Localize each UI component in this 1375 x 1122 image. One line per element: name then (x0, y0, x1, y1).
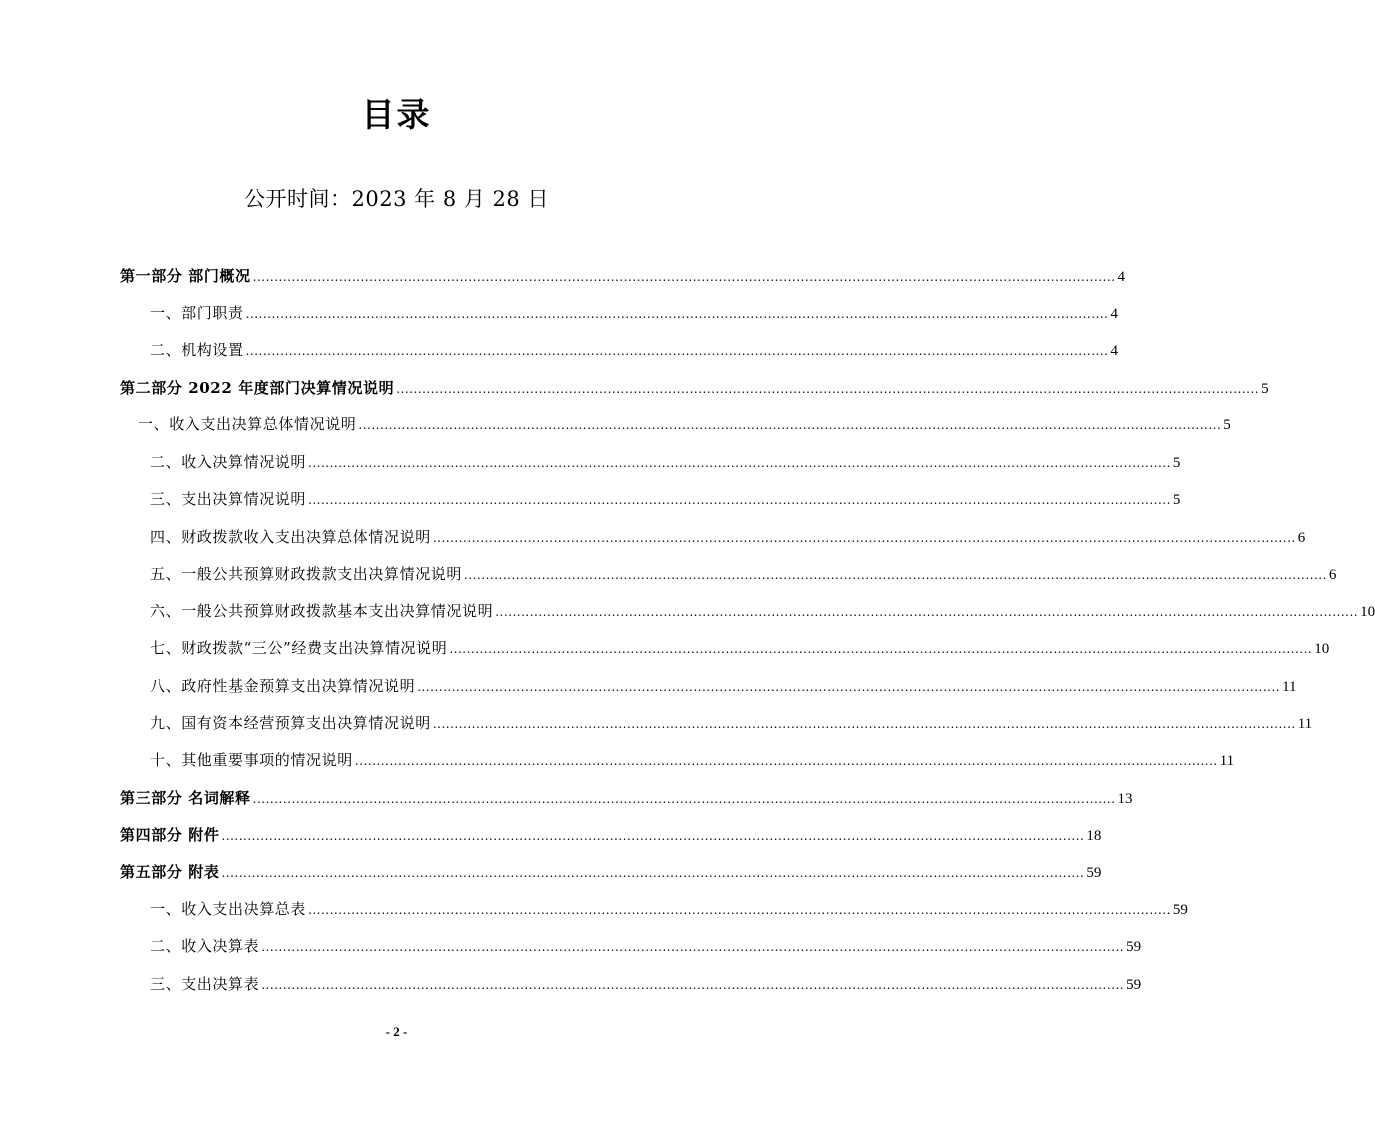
toc-entry-page: 4 (1110, 343, 1118, 359)
toc-entry-page: 59 (1126, 939, 1142, 955)
toc-entry[interactable] (150, 562, 1337, 586)
toc-leader-dots: ........................................................................................................................................................................................................ (354, 754, 1218, 768)
toc-entry-label: 第五部分 附表 (120, 863, 220, 881)
toc-entry-page: 5 (1261, 381, 1269, 397)
toc-entry[interactable] (120, 264, 1126, 288)
toc-leader-dots: ........................................................................................................................................................................................................ (449, 642, 1313, 656)
toc-entry-page: 11 (1282, 679, 1297, 695)
toc-entry-label: 第一部分 部门概况 (120, 267, 251, 285)
toc-entry-page: 4 (1117, 269, 1126, 285)
toc-entry-label: 一、收入支出决算总表 (150, 900, 307, 918)
toc-entry[interactable] (150, 338, 1118, 362)
toc-entry-label: 九、国有资本经营预算支出决算情况说明 (150, 714, 431, 732)
toc-entry-label: 四、财政拨款收入支出决算总体情况说明 (150, 528, 431, 546)
toc-entry[interactable] (150, 934, 1142, 958)
toc-entry[interactable] (120, 823, 1102, 847)
toc-leader-dots: ........................................................................................................................................................................................................ (245, 307, 1109, 321)
toc-entry[interactable] (120, 376, 1269, 400)
toc-leader-dots: ........................................................................................................................................................................................................ (396, 382, 1260, 396)
toc-entry-page: 5 (1223, 417, 1231, 433)
toc-entry-page: 5 (1172, 492, 1181, 508)
toc-entry[interactable] (150, 487, 1181, 511)
toc-entry-page: 59 (1086, 865, 1102, 881)
toc-entry[interactable] (150, 301, 1118, 325)
toc-entry-label: 第四部分 附件 (120, 826, 220, 844)
toc-leader-dots: ........................................................................................................................................................................................................ (464, 568, 1327, 582)
toc-entry[interactable] (150, 748, 1235, 772)
toc-entry-page: 6 (1297, 530, 1306, 546)
toc-entry-page: 11 (1297, 716, 1313, 732)
toc-entry-label: 二、机构设置 (150, 341, 244, 359)
toc-leader-dots: ........................................................................................................................................................................................................ (261, 978, 1125, 992)
toc-entry[interactable] (150, 636, 1330, 660)
toc-entry-label: 一、部门职责 (150, 304, 244, 322)
toc-entry-page: 4 (1110, 306, 1118, 322)
page-title: 目录 (361, 95, 432, 134)
toc-entry-label: 一、收入支出决算总体情况说明 (138, 415, 357, 433)
toc-entry[interactable] (150, 972, 1142, 996)
toc-entry[interactable] (138, 412, 1231, 436)
toc-entry-label: 第二部分 2022 年度部门决算情况说明 (120, 379, 395, 397)
toc-leader-dots: ........................................................................................................................................................................................................ (432, 717, 1296, 731)
toc-entry[interactable] (150, 525, 1306, 549)
toc-leader-dots: ........................................................................................................................................................................................................ (308, 493, 1171, 507)
toc-entry-label: 七、财政拨款“三公”经费支出决算情况说明 (150, 639, 448, 657)
toc-entry-page: 10 (1314, 641, 1330, 657)
toc-leader-dots: ........................................................................................................................................................................................................ (252, 270, 1116, 284)
toc-entry-page: 11 (1219, 753, 1235, 769)
toc-leader-dots: ........................................................................................................................................................................................................ (495, 605, 1359, 619)
toc-entry-label: 三、支出决算表 (150, 975, 260, 993)
toc-entry-label: 五、一般公共预算财政拨款支出决算情况说明 (150, 565, 463, 583)
toc-entry-page: 5 (1172, 455, 1181, 471)
toc-entry[interactable] (150, 674, 1297, 698)
toc-entry-page: 6 (1328, 567, 1337, 583)
toc-leader-dots: ........................................................................................................................................................................................................ (417, 680, 1281, 694)
toc-leader-dots: ........................................................................................................................................................................................................ (358, 418, 1222, 432)
toc-entry-label: 十、其他重要事项的情况说明 (150, 751, 353, 769)
toc-entry[interactable] (150, 897, 1188, 921)
publish-date: 公开时间：2023 年 8 月 28 日 (244, 187, 549, 211)
toc-leader-dots: ........................................................................................................................................................................................................ (261, 940, 1125, 954)
toc-entry[interactable] (150, 711, 1313, 735)
toc-entry-page: 18 (1086, 828, 1102, 844)
toc-entry-label: 八、政府性基金预算支出决算情况说明 (150, 677, 416, 695)
toc-entry-label: 二、收入决算表 (150, 937, 260, 955)
toc-entry-label: 二、收入决算情况说明 (150, 453, 307, 471)
toc-leader-dots: ........................................................................................................................................................................................................ (245, 344, 1109, 358)
toc-leader-dots: ........................................................................................................................................................................................................ (221, 829, 1085, 843)
toc-leader-dots: ........................................................................................................................................................................................................ (432, 531, 1296, 545)
toc-entry[interactable] (120, 786, 1133, 810)
toc-entry[interactable] (120, 860, 1102, 884)
toc-entry-label: 三、支出决算情况说明 (150, 490, 307, 508)
toc-entry-label: 六、一般公共预算财政拨款基本支出决算情况说明 (150, 602, 494, 620)
toc-leader-dots: ........................................................................................................................................................................................................ (221, 866, 1085, 880)
toc-leader-dots: ........................................................................................................................................................................................................ (252, 792, 1116, 806)
toc-entry-page: 13 (1117, 791, 1133, 807)
toc-entry[interactable] (150, 599, 1375, 623)
page-number: - 2 - (385, 1024, 408, 1039)
toc-leader-dots: ........................................................................................................................................................................................................ (308, 903, 1171, 917)
toc-entry[interactable] (150, 450, 1181, 474)
toc-entry-page: 10 (1360, 604, 1375, 620)
toc-entry-page: 59 (1126, 977, 1142, 993)
toc-leader-dots: ........................................................................................................................................................................................................ (308, 456, 1171, 470)
toc-entry-label: 第三部分 名词解释 (120, 789, 251, 807)
toc-entry-page: 59 (1172, 902, 1188, 918)
